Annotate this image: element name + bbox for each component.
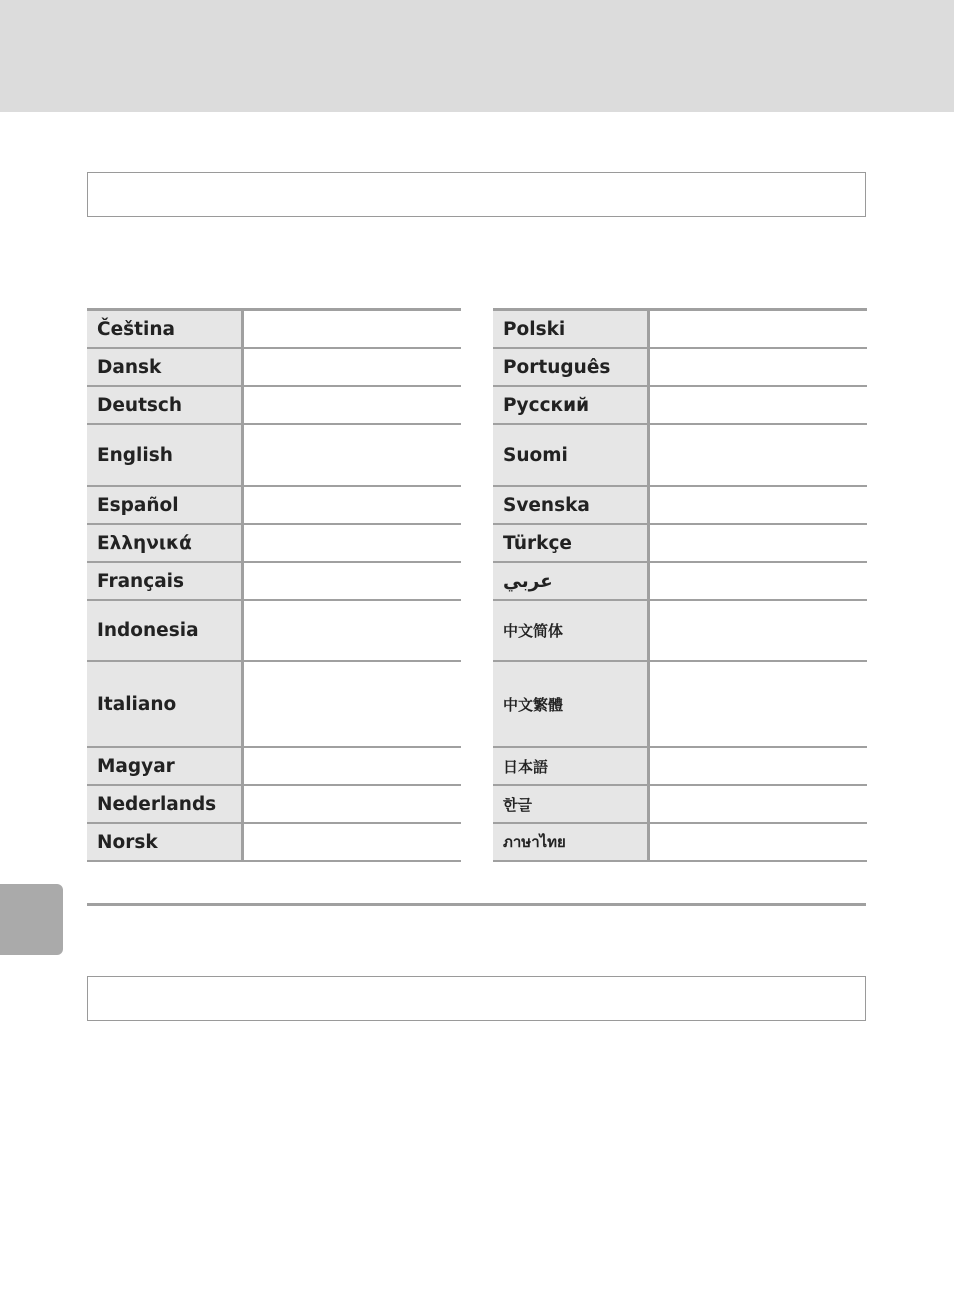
table-row: [493, 563, 867, 601]
language-name: Русский: [493, 387, 650, 423]
language-name: Français: [87, 563, 244, 599]
table-row: [87, 311, 461, 349]
language-value-cell: [244, 601, 461, 660]
language-name: 中文简体: [493, 601, 650, 660]
language-name: 中文繁體: [493, 662, 650, 746]
language-value-cell: [244, 311, 461, 347]
language-value-cell: [244, 487, 461, 523]
table-row: [87, 662, 461, 748]
language-name: Türkçe: [493, 525, 650, 561]
table-row: [493, 487, 867, 525]
table-row: [87, 601, 461, 662]
language-value-cell: [244, 425, 461, 485]
language-name: Dansk: [87, 349, 244, 385]
language-value-cell: [244, 824, 461, 860]
language-name: Italiano: [87, 662, 244, 746]
table-row: [493, 387, 867, 425]
table-row: [87, 387, 461, 425]
language-value-cell: [650, 387, 867, 423]
table-row: [87, 748, 461, 786]
table-row: [493, 349, 867, 387]
language-name: 日本語: [493, 748, 650, 784]
table-row: [493, 786, 867, 824]
table-row: [493, 748, 867, 786]
language-value-cell: [650, 563, 867, 599]
language-name: Deutsch: [87, 387, 244, 423]
table-row: [87, 349, 461, 387]
language-value-cell: [244, 786, 461, 822]
language-value-cell: [650, 786, 867, 822]
page-header-band: [0, 0, 954, 112]
table-row: [493, 311, 867, 349]
table-row: [87, 487, 461, 525]
language-value-cell: [244, 662, 461, 746]
language-name: عربي: [493, 563, 650, 599]
language-value-cell: [650, 349, 867, 385]
table-row: [493, 824, 867, 862]
language-value-cell: [650, 487, 867, 523]
language-name: ภาษาไทย: [493, 824, 650, 860]
table-row: [493, 601, 867, 662]
language-name: Português: [493, 349, 650, 385]
table-row: [493, 425, 867, 487]
language-table-left: [87, 308, 461, 862]
language-value-cell: [244, 525, 461, 561]
table-row: [493, 525, 867, 563]
language-value-cell: [650, 662, 867, 746]
table-row: [87, 425, 461, 487]
language-name: Suomi: [493, 425, 650, 485]
bottom-empty-box: [87, 976, 866, 1021]
language-name: English: [87, 425, 244, 485]
language-value-cell: [650, 425, 867, 485]
language-name: Magyar: [87, 748, 244, 784]
section-divider: [87, 903, 866, 906]
chapter-side-tab: [0, 884, 63, 955]
language-value-cell: [244, 387, 461, 423]
language-name: Nederlands: [87, 786, 244, 822]
language-value-cell: [244, 563, 461, 599]
language-name: Ελληνικά: [87, 525, 244, 561]
language-value-cell: [650, 748, 867, 784]
language-name: Indonesia: [87, 601, 244, 660]
language-value-cell: [244, 748, 461, 784]
language-value-cell: [650, 525, 867, 561]
language-name: Norsk: [87, 824, 244, 860]
language-value-cell: [650, 824, 867, 860]
language-table-right: [493, 308, 867, 862]
language-value-cell: [650, 601, 867, 660]
table-row: [87, 786, 461, 824]
table-row: [87, 563, 461, 601]
language-name: Español: [87, 487, 244, 523]
language-value-cell: [650, 311, 867, 347]
language-name: Polski: [493, 311, 650, 347]
table-row: [493, 662, 867, 748]
language-value-cell: [244, 349, 461, 385]
language-name: 한글: [493, 786, 650, 822]
table-row: [87, 525, 461, 563]
language-name: Svenska: [493, 487, 650, 523]
top-empty-box: [87, 172, 866, 217]
language-name: Čeština: [87, 311, 244, 347]
table-row: [87, 824, 461, 862]
